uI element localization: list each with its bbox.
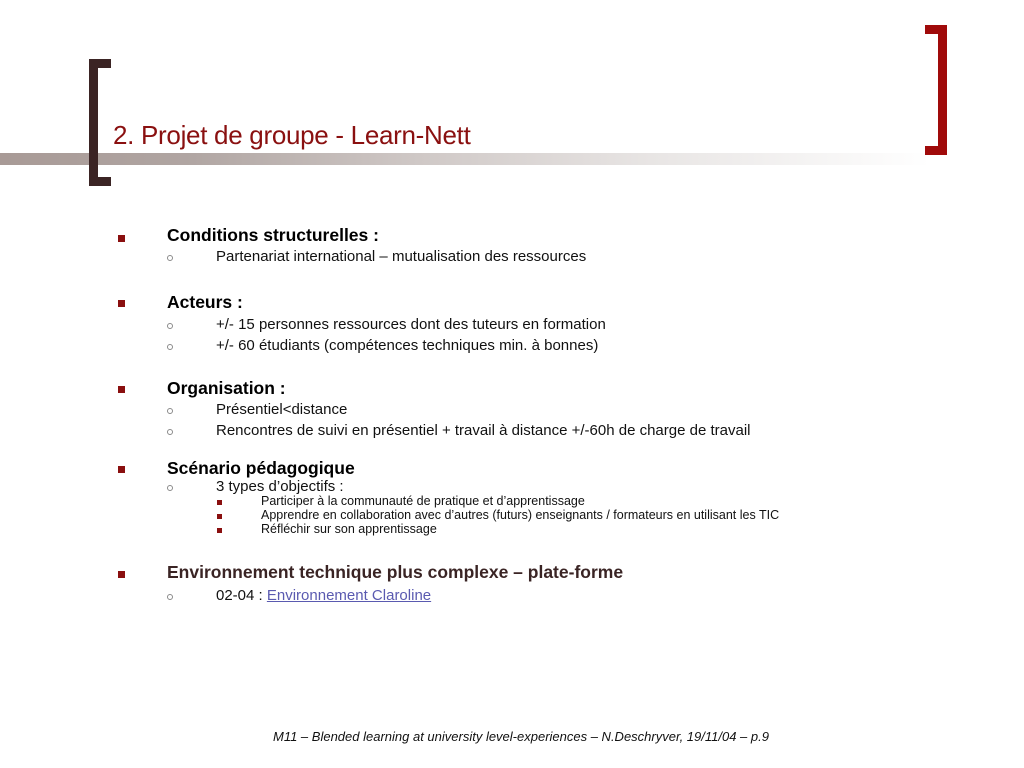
small-filled-square-icon [217, 514, 222, 519]
filled-square-icon [118, 466, 125, 473]
left-bracket-decoration [89, 59, 111, 186]
sub-list-item: Apprendre en collaboration avec d’autres (futurs) enseignants / formateurs en utilisant les TIC [261, 508, 780, 522]
hollow-circle-icon [167, 255, 173, 261]
hollow-circle-icon [167, 344, 173, 350]
list-item-prefix: 02-04 : [216, 587, 267, 604]
sub-list-item: Réfléchir sur son apprentissage [261, 522, 437, 536]
hollow-circle-icon [167, 429, 173, 435]
hollow-circle-icon [167, 485, 173, 491]
hollow-circle-icon [167, 323, 173, 329]
slide-footer: M11 – Blended learning at university level-experiences – N.Deschryver, 19/11/04 – p.9 [273, 729, 769, 744]
small-filled-square-icon [217, 500, 222, 505]
environnement-claroline-link[interactable]: Environnement Claroline [266, 587, 432, 604]
filled-square-icon [118, 386, 125, 393]
section-heading: Environnement technique plus complexe – plate-forme [167, 562, 624, 582]
list-item: +/- 15 personnes ressources dont des tuteurs en formation [216, 316, 606, 333]
hollow-circle-icon [167, 594, 173, 600]
small-filled-square-icon [217, 528, 222, 533]
filled-square-icon [118, 235, 125, 242]
right-bracket-decoration [925, 25, 947, 155]
list-item: +/- 60 étudiants (compétences techniques min. à bonnes) [216, 337, 599, 354]
section-heading: Organisation : [167, 378, 286, 398]
page-title: 2. Projet de groupe - Learn-Nett [113, 120, 471, 150]
title-underline-bar [0, 153, 930, 165]
filled-square-icon [118, 571, 125, 578]
section-heading: Acteurs : [167, 292, 243, 312]
list-item: Présentiel<distance [216, 401, 348, 418]
filled-square-icon [118, 300, 125, 307]
hollow-circle-icon [167, 408, 173, 414]
section-heading: Conditions structurelles : [167, 225, 379, 245]
sub-list-item: Participer à la communauté de pratique et d’apprentissage [261, 494, 585, 508]
list-item [216, 587, 431, 604]
list-item: Rencontres de suivi en présentiel + travail à distance +/-60h de charge de travail [216, 422, 751, 439]
list-item: Partenariat international – mutualisation des ressources [216, 248, 587, 265]
list-item: 3 types d’objectifs : [216, 478, 344, 495]
section-heading: Scénario pédagogique [167, 458, 355, 478]
